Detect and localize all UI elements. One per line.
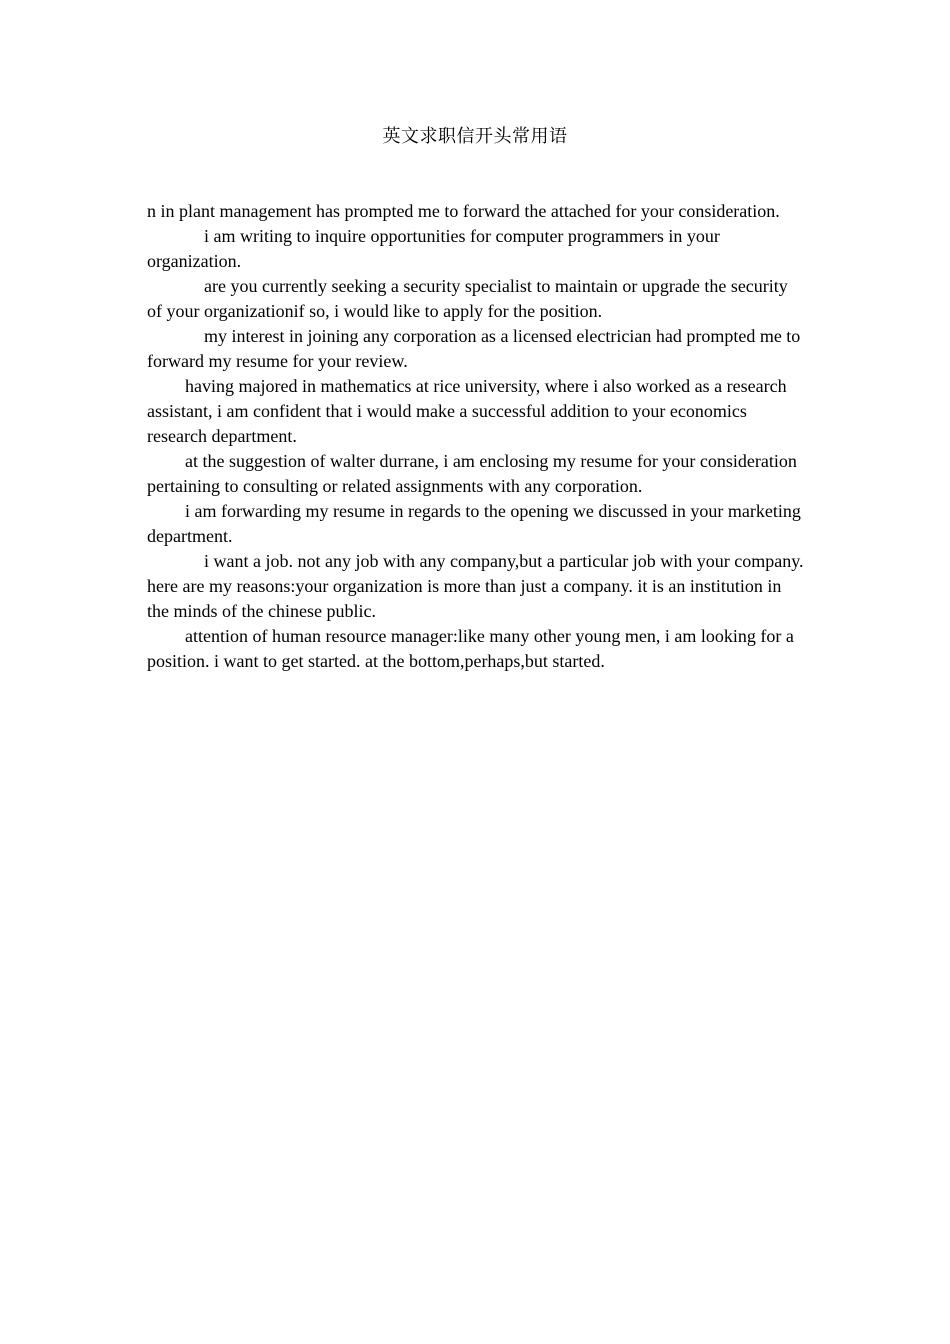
paragraph: having majored in mathematics at rice university, where i also worked as a research assistant, i am confident that i would make a successful addition to your economics research department. xyxy=(147,376,787,446)
document-body xyxy=(147,199,807,674)
paragraph: i am writing to inquire opportunities for computer programmers in your organization. xyxy=(147,226,720,271)
paragraph: at the suggestion of walter durrane, i am enclosing my resume for your consideration pertaining to consulting or related assignments with any corporation. xyxy=(147,451,797,496)
document-title: 英文求职信开头常用语 xyxy=(382,126,568,147)
paragraph: are you currently seeking a security specialist to maintain or upgrade the security of your organizationif so, i would like to apply for the position. xyxy=(147,276,788,321)
paragraph: n in plant management has prompted me to forward the attached for your consideration. xyxy=(147,201,780,221)
paragraph: i want a job. not any job with any company,but a particular job with your company. here are my reasons:your organization is more than just a company. it is an institution in the minds of the chinese public. xyxy=(147,551,804,621)
paragraph: my interest in joining any corporation as a licensed electrician had prompted me to forward my resume for your review. xyxy=(147,326,801,371)
paragraph: i am forwarding my resume in regards to the opening we discussed in your marketing department. xyxy=(147,501,801,546)
paragraph: attention of human resource manager:like many other young men, i am looking for a position. i want to get started. at the bottom,perhaps,but started. xyxy=(147,626,794,671)
